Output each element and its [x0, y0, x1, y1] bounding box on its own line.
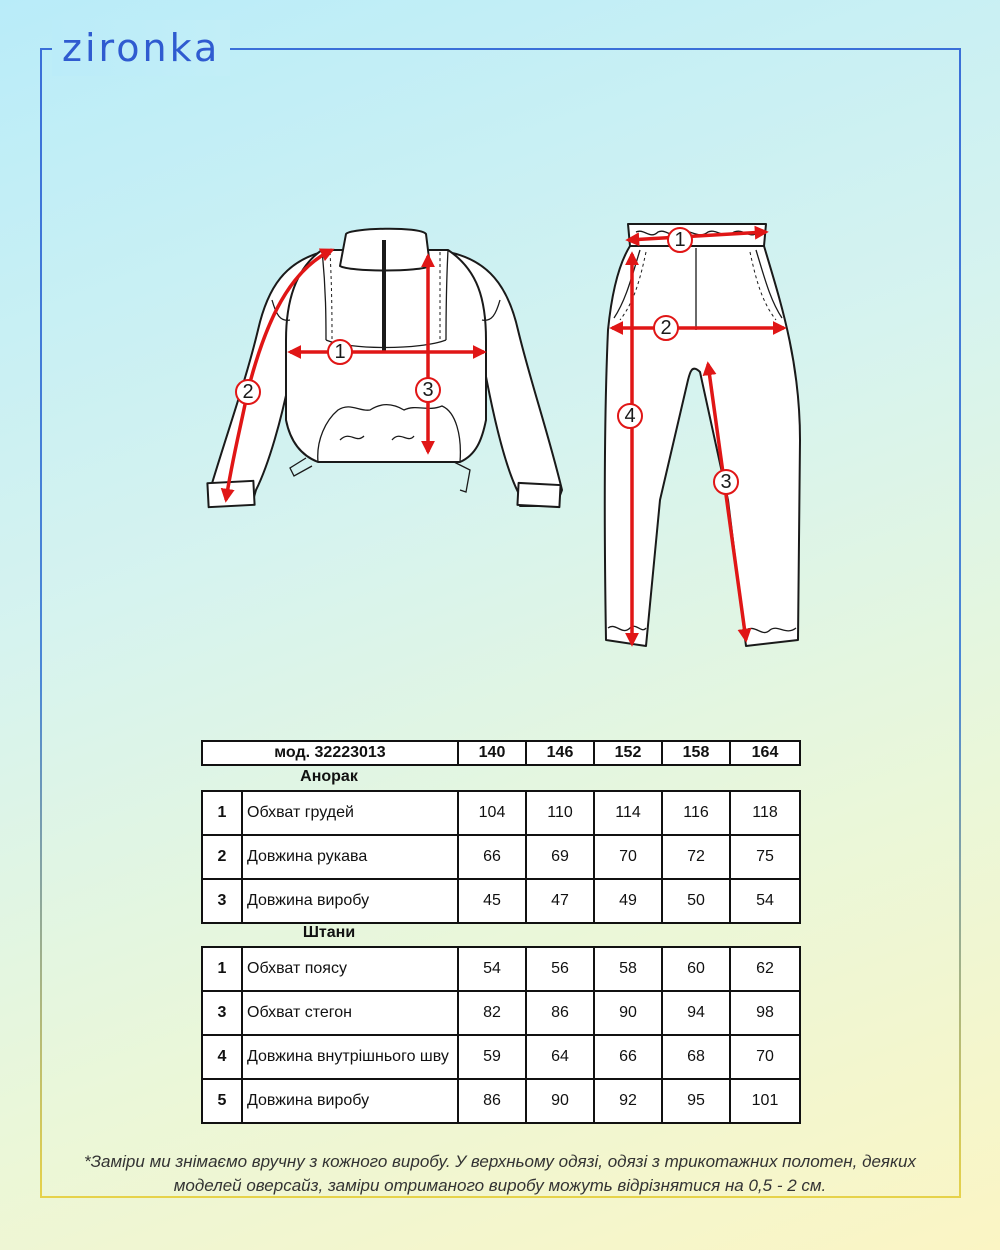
cell-value: 62: [730, 947, 800, 991]
pants-table: [201, 946, 801, 1124]
cell-value: 66: [594, 1035, 662, 1079]
cell-value: 118: [730, 791, 800, 835]
table-row: [202, 947, 800, 991]
cell-value: 75: [730, 835, 800, 879]
size-header: 152: [594, 741, 662, 765]
table-row: [202, 1079, 800, 1123]
cell-value: 92: [594, 1079, 662, 1123]
table-row: [202, 791, 800, 835]
row-label: Довжина виробу: [242, 879, 458, 923]
table-row: [202, 991, 800, 1035]
cell-value: 104: [458, 791, 526, 835]
pants-drawing: [605, 224, 800, 646]
pants-measure-label-3: 3: [720, 471, 732, 493]
section-title-pants: Штани: [302, 924, 356, 941]
size-header-table: [201, 740, 801, 766]
row-label: Довжина внутрішнього шву: [242, 1035, 458, 1079]
table-row: [202, 835, 800, 879]
cell-value: 95: [662, 1079, 730, 1123]
row-number: 1: [202, 947, 242, 991]
anorak-measure-label-2: 2: [242, 381, 254, 403]
size-header: 164: [730, 741, 800, 765]
cell-value: 90: [526, 1079, 594, 1123]
cell-value: 94: [662, 991, 730, 1035]
pants-measure-label-4: 4: [624, 405, 636, 427]
table-row: [202, 879, 800, 923]
table-row: [202, 1035, 800, 1079]
cell-value: 47: [526, 879, 594, 923]
row-label: Обхват грудей: [242, 791, 458, 835]
cell-value: 58: [594, 947, 662, 991]
cell-value: 101: [730, 1079, 800, 1123]
row-label: Обхват стегон: [242, 991, 458, 1035]
anorak-measure-label-1: 1: [334, 341, 346, 363]
cell-value: 59: [458, 1035, 526, 1079]
footnote: *Заміри ми знімаємо вручну з кожного виробу. У верхньому одязі, одязі з трикотажних полотен, деяких моделей оверсайз, заміри отриманого виробу можуть відрізнятися на 0,5 - 2 см.: [84, 1152, 916, 1195]
size-header: 140: [458, 741, 526, 765]
cell-value: 50: [662, 879, 730, 923]
cell-value: 72: [662, 835, 730, 879]
size-header: 146: [526, 741, 594, 765]
anorak-measure-label-3: 3: [422, 379, 434, 401]
cell-value: 54: [458, 947, 526, 991]
cell-value: 110: [526, 791, 594, 835]
row-number: 3: [202, 879, 242, 923]
anorak-table: [201, 790, 801, 924]
row-label: Довжина рукава: [242, 835, 458, 879]
cell-value: 64: [526, 1035, 594, 1079]
cell-value: 70: [730, 1035, 800, 1079]
anorak-drawing: [207, 229, 562, 507]
row-number: 5: [202, 1079, 242, 1123]
cell-value: 98: [730, 991, 800, 1035]
row-number: 2: [202, 835, 242, 879]
cell-value: 86: [458, 1079, 526, 1123]
cell-value: 90: [594, 991, 662, 1035]
section-title-anorak: Анорак: [300, 768, 358, 785]
pants-measure-label-1: 1: [674, 229, 686, 251]
cell-value: 86: [526, 991, 594, 1035]
pants-measure-label-2: 2: [660, 317, 672, 339]
row-number: 3: [202, 991, 242, 1035]
row-number: 4: [202, 1035, 242, 1079]
cell-value: 114: [594, 791, 662, 835]
cell-value: 45: [458, 879, 526, 923]
cell-value: 60: [662, 947, 730, 991]
cell-value: 70: [594, 835, 662, 879]
size-header: 158: [662, 741, 730, 765]
cell-value: 116: [662, 791, 730, 835]
cell-value: 54: [730, 879, 800, 923]
row-number: 1: [202, 791, 242, 835]
cell-value: 69: [526, 835, 594, 879]
cell-value: 66: [458, 835, 526, 879]
cell-value: 68: [662, 1035, 730, 1079]
row-label: Довжина виробу: [242, 1079, 458, 1123]
cell-value: 82: [458, 991, 526, 1035]
cell-value: 56: [526, 947, 594, 991]
row-label: Обхват поясу: [242, 947, 458, 991]
cell-value: 49: [594, 879, 662, 923]
model-label: мод. 32223013: [202, 741, 458, 765]
brand-logo: zironka: [52, 20, 230, 76]
